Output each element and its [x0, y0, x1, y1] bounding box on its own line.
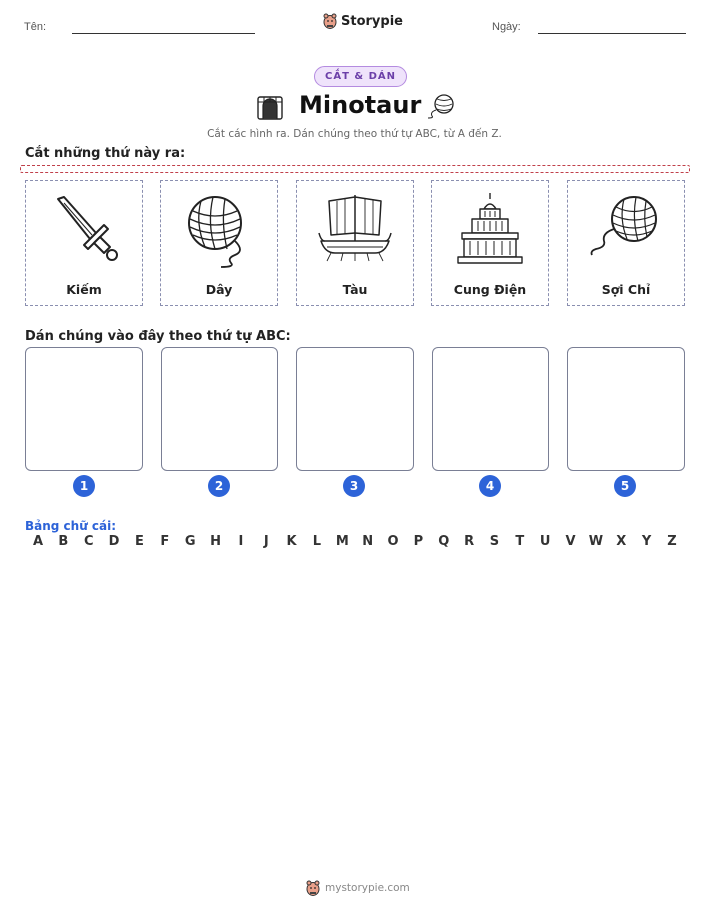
alphabet-letter: P — [413, 534, 424, 549]
cut-card-soi-chi[interactable] — [567, 180, 685, 306]
alphabet-letter: O — [387, 534, 399, 549]
date-label: Ngày: — [492, 21, 521, 33]
alphabet-letter: C — [83, 534, 94, 549]
card-label: Dây — [205, 282, 233, 297]
paste-slot-3[interactable] — [296, 347, 414, 471]
alphabet-letter: Y — [641, 534, 652, 549]
cut-card-kiem[interactable] — [25, 180, 143, 306]
card-label: Sợi Chỉ — [601, 282, 651, 297]
alphabet-letter: D — [108, 534, 120, 549]
cut-section-title: Cắt những thứ này ra: — [25, 146, 186, 161]
instructions: Cắt các hình ra. Dán chúng theo thứ tự ABC, từ A đến Z. — [207, 128, 502, 140]
cut-card-tau[interactable] — [296, 180, 414, 306]
alphabet-letter: S — [489, 534, 500, 549]
cut-card-day[interactable] — [160, 180, 278, 306]
paste-section-title: Dán chúng vào đây theo thứ tự ABC: — [25, 329, 291, 344]
slot-number-3: 3 — [343, 475, 365, 497]
alphabet-letter: H — [210, 534, 221, 549]
slot-number-1: 1 — [73, 475, 95, 497]
slot-number-2: 2 — [208, 475, 230, 497]
storypie-logo — [323, 13, 403, 29]
brand-name: Storypie — [341, 13, 403, 29]
alphabet-letter: N — [362, 534, 374, 549]
alphabet-letter: V — [565, 534, 576, 549]
alphabet-letter: K — [286, 534, 297, 549]
name-label: Tên: — [24, 21, 47, 33]
slot-number-4: 4 — [479, 475, 501, 497]
alphabet-letter: A — [32, 534, 44, 549]
page-title: Minotaur — [299, 91, 422, 119]
paste-slot-4[interactable] — [432, 347, 549, 471]
yarn-ball-icon — [426, 93, 456, 119]
alphabet-letter: L — [312, 534, 322, 549]
thread-ball-icon — [586, 189, 666, 269]
card-label: Tàu — [342, 282, 368, 297]
alphabet-letter: T — [515, 534, 525, 549]
cut-line — [20, 165, 690, 173]
alphabet-letter: U — [539, 534, 551, 549]
alphabet-title: Bảng chữ cái: — [25, 519, 117, 533]
alphabet-letter: Z — [667, 534, 677, 549]
alphabet-letter: J — [263, 534, 269, 549]
ship-icon — [315, 189, 395, 269]
alphabet-letter: W — [588, 534, 604, 549]
card-label: Kiếm — [66, 282, 102, 297]
palace-icon — [450, 189, 530, 269]
alphabet-letter: Q — [438, 534, 450, 549]
alphabet-row — [30, 534, 680, 549]
card-label: Cung Điện — [453, 282, 527, 297]
slot-number-5: 5 — [614, 475, 636, 497]
alphabet-letter: E — [134, 534, 144, 549]
storypie-mascot-icon — [306, 880, 320, 896]
yarn-ball-icon — [179, 189, 259, 269]
cut-card-cung-dien[interactable] — [431, 180, 549, 306]
alphabet-letter: G — [184, 534, 196, 549]
alphabet-letter: B — [58, 534, 69, 549]
name-line — [72, 33, 255, 34]
alphabet-letter: R — [464, 534, 475, 549]
paste-slot-2[interactable] — [161, 347, 278, 471]
sword-icon — [44, 189, 124, 269]
labyrinth-gate-icon — [256, 93, 284, 121]
footer-url[interactable]: mystorypie.com — [325, 882, 410, 894]
date-line — [538, 33, 686, 34]
alphabet-letter: X — [616, 534, 627, 549]
alphabet-letter: M — [335, 534, 349, 549]
footer — [306, 880, 410, 896]
paste-slot-1[interactable] — [25, 347, 143, 471]
alphabet-letter: F — [160, 534, 170, 549]
storypie-mascot-icon — [323, 13, 337, 29]
activity-badge: CẮT & DÁN — [314, 66, 407, 87]
alphabet-letter: I — [238, 534, 244, 549]
paste-slot-5[interactable] — [567, 347, 685, 471]
